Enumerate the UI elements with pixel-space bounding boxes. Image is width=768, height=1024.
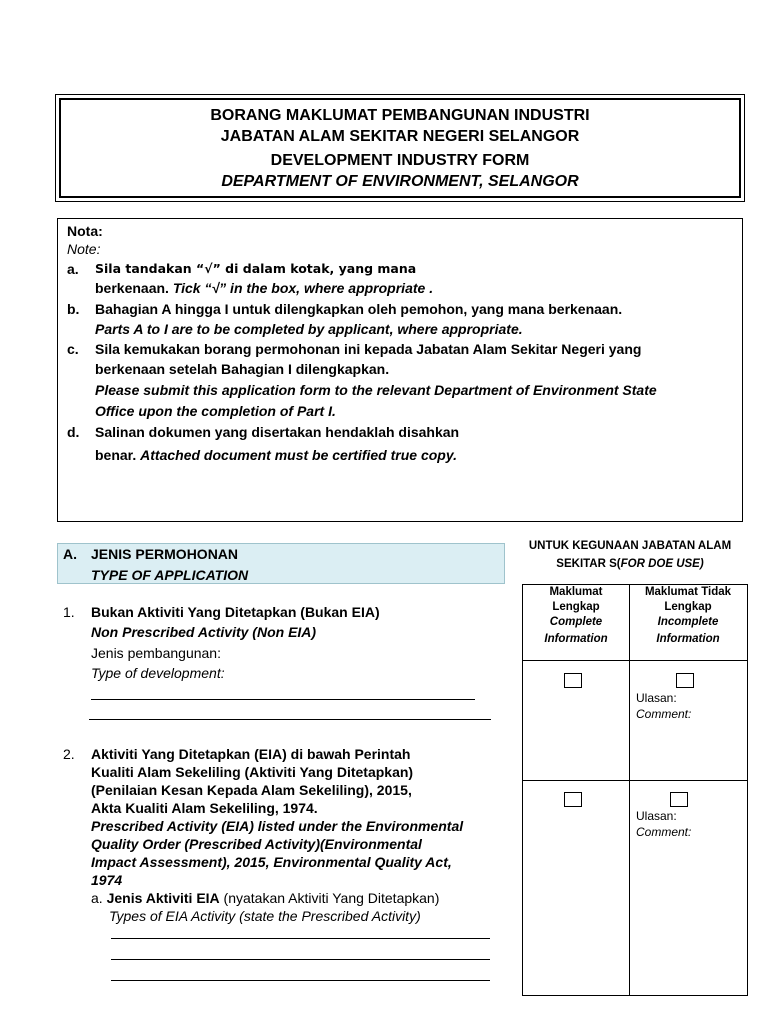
doe-table-row-divider <box>523 780 747 781</box>
notes-title: Nota: <box>67 223 103 239</box>
note-d-line2 <box>95 446 457 464</box>
note-c-text-ms2: berkenaan setelah Bahagian I dilengkapkan. <box>95 361 390 377</box>
item-2a-line <box>91 889 439 907</box>
note-a-text-ms: Sila tandakan “√” di dalam kotak, yang mana <box>95 261 417 276</box>
note-a-text-ms2: berkenaan. <box>95 280 169 296</box>
item-1-title: Bukan Aktiviti Yang Ditetapkan (Bukan EIA) <box>91 604 380 620</box>
doe-use-title <box>512 537 748 573</box>
item-2-comment-label: Ulasan: <box>636 809 677 823</box>
item-2-line-1: Aktiviti Yang Ditetapkan (EIA) di bawah Perintah <box>91 746 411 762</box>
note-a-line2 <box>95 279 433 297</box>
item-1-field-label-en: Type of development: <box>91 665 225 681</box>
development-type-line-1[interactable] <box>91 699 475 700</box>
doe-col-incomplete-ms2: Lengkap <box>664 601 712 613</box>
item-1-incomplete-checkbox[interactable] <box>676 673 694 688</box>
item-2a-title-rest: (nyatakan Aktiviti Yang Ditetapkan) <box>223 890 440 906</box>
notes-title-en: Note: <box>67 241 101 257</box>
note-a-label: a. <box>67 261 79 277</box>
eia-activity-line-2[interactable] <box>111 959 490 960</box>
eia-activity-line-1[interactable] <box>111 938 490 939</box>
item-2a-label: a. <box>91 890 103 906</box>
item-2a-title-en: Types of EIA Activity (state the Prescribed Activity) <box>109 908 421 924</box>
note-c-text-en1: Please submit this application form to the relevant Department of Environment State <box>95 382 657 398</box>
note-c-text-en2: Office upon the completion of Part I. <box>95 403 336 419</box>
note-a-text-en: Tick “√” in the box, where appropriate . <box>172 280 434 296</box>
item-2-en-line-2: Quality Order (Prescribed Activity)(Environmental <box>91 836 422 852</box>
item-2-en-line-4: 1974 <box>91 872 123 888</box>
doe-col-incomplete-ms1: Maklumat Tidak <box>644 586 732 598</box>
doe-col-incomplete-en1: Incomplete <box>657 616 719 628</box>
development-type-line-2[interactable] <box>89 719 491 720</box>
form-header <box>55 94 745 202</box>
item-1-comment-label-en: Comment: <box>636 707 692 721</box>
doe-col-complete-header <box>523 585 629 647</box>
doe-use-table <box>522 584 748 996</box>
item-2-en-line-1: Prescribed Activity (EIA) listed under the Environmental <box>91 818 464 834</box>
form-header-frame <box>59 98 741 198</box>
item-1-field-label: Jenis pembangunan: <box>91 645 221 661</box>
doe-col-incomplete-header <box>629 585 747 647</box>
item-2-complete-checkbox[interactable] <box>564 792 582 807</box>
eia-activity-line-3[interactable] <box>111 980 490 981</box>
doe-use-title-en: FOR DOE USE) <box>620 558 704 570</box>
header-title-ms: BORANG MAKLUMAT PEMBANGUNAN INDUSTRI <box>210 107 590 124</box>
item-2-incomplete-checkbox[interactable] <box>670 792 688 807</box>
section-a-label: A. <box>63 546 77 562</box>
item-2-line-3: (Penilaian Kesan Kepada Alam Sekeliling), 2015, <box>91 782 412 798</box>
note-b-label: b. <box>67 301 80 317</box>
item-1-title-en: Non Prescribed Activity (Non EIA) <box>91 624 317 640</box>
doe-col-complete-ms1: Maklumat <box>549 586 603 598</box>
item-2a-title: Jenis Aktiviti EIA <box>106 890 220 906</box>
notes-box <box>57 218 743 522</box>
item-2-number: 2. <box>63 746 75 762</box>
item-1-number: 1. <box>63 604 75 620</box>
item-2-line-2: Kualiti Alam Sekeliling (Aktiviti Yang Ditetapkan) <box>91 764 414 780</box>
note-b-text-ms: Bahagian A hingga I untuk dilengkapkan oleh pemohon, yang mana berkenaan. <box>95 301 623 317</box>
note-c-label: c. <box>67 341 79 357</box>
note-d-text-en: Attached document must be certified true copy. <box>140 447 458 463</box>
section-a-title: JENIS PERMOHONAN <box>91 546 239 562</box>
doe-col-complete-en1: Complete <box>549 616 603 628</box>
note-b-text-en: Parts A to I are to be completed by applicant, where appropriate. <box>95 321 523 337</box>
item-1-complete-checkbox[interactable] <box>564 673 582 688</box>
section-a-header <box>57 543 505 584</box>
header-department-en: DEPARTMENT OF ENVIRONMENT, SELANGOR <box>221 173 579 190</box>
doe-use-title-line-2 <box>512 555 748 573</box>
note-d-label: d. <box>67 424 80 440</box>
item-2-en-line-3: Impact Assessment), 2015, Environmental Quality Act, <box>91 854 452 870</box>
note-c-text-ms1: Sila kemukakan borang permohonan ini kepada Jabatan Alam Sekitar Negeri yang <box>95 341 642 357</box>
doe-col-complete-en2: Information <box>544 633 608 645</box>
header-title-en: DEVELOPMENT INDUSTRY FORM <box>270 152 530 169</box>
section-a-title-en: TYPE OF APPLICATION <box>91 567 249 583</box>
note-d-text-ms2: benar. <box>95 447 137 463</box>
doe-col-complete-ms2: Lengkap <box>552 601 600 613</box>
doe-col-incomplete-en2: Information <box>656 633 720 645</box>
item-2-comment-label-en: Comment: <box>636 825 692 839</box>
doe-use-title-ms: SEKITAR S( <box>556 558 621 570</box>
doe-table-header-divider <box>523 660 747 661</box>
doe-use-title-line-1: UNTUK KEGUNAAN JABATAN ALAM <box>528 540 732 552</box>
item-1-comment-label: Ulasan: <box>636 691 677 705</box>
header-department-ms: JABATAN ALAM SEKITAR NEGERI SELANGOR <box>220 128 580 145</box>
note-d-text-ms1: Salinan dokumen yang disertakan hendaklah disahkan <box>95 424 460 440</box>
item-2-line-4: Akta Kualiti Alam Sekeliling, 1974. <box>91 800 318 816</box>
